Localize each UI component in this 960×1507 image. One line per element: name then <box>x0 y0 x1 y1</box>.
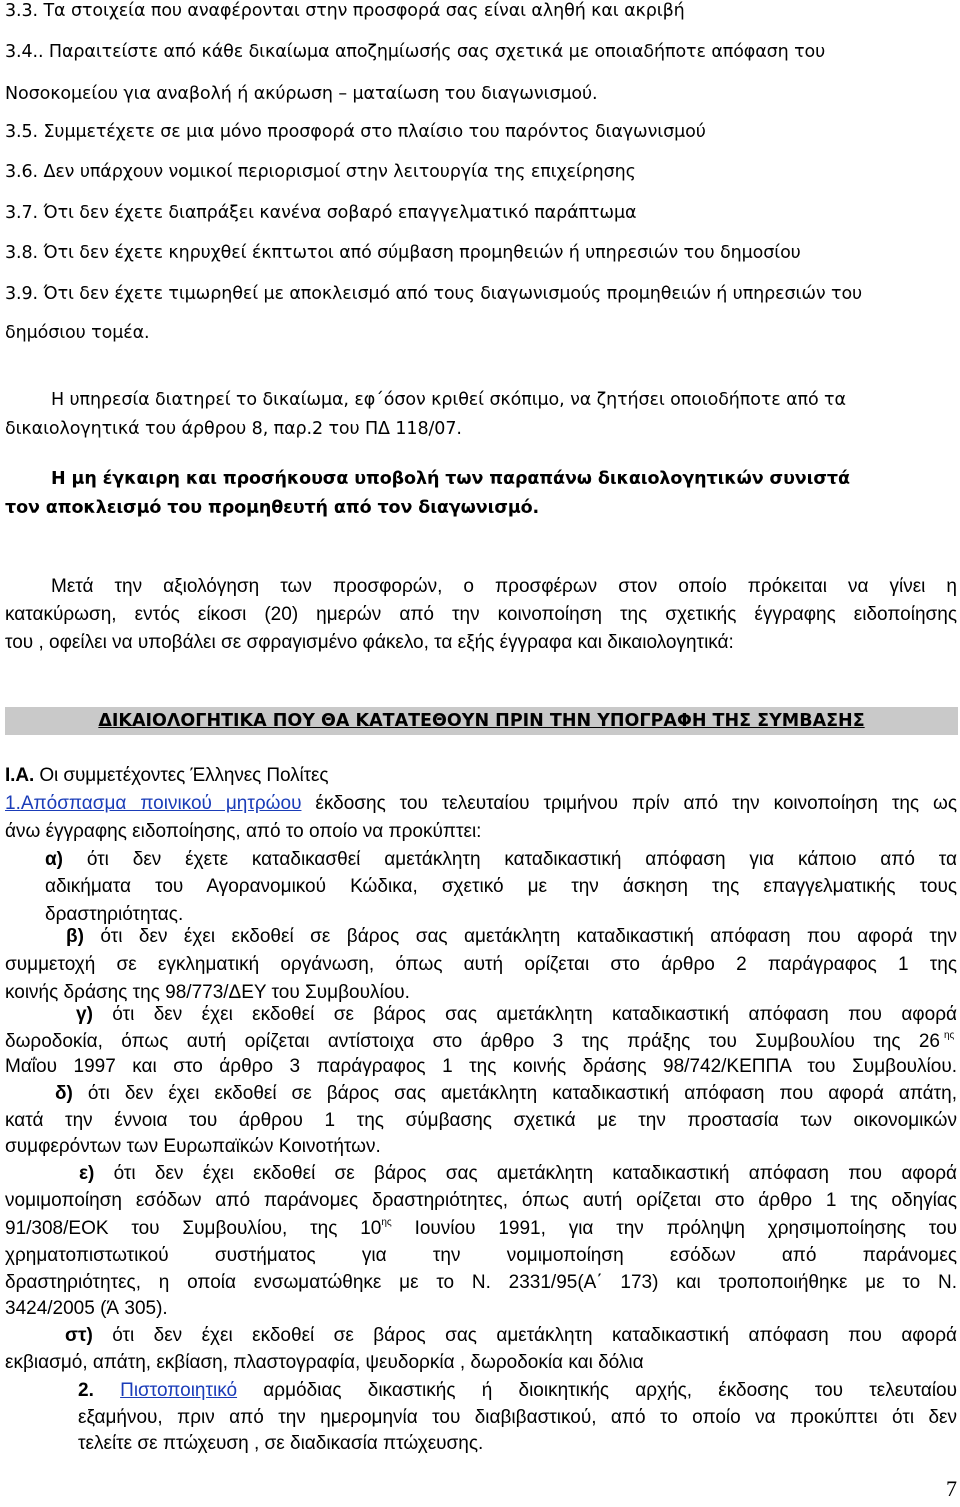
evaluation-paragraph-line3: του , οφείλει να υποβάλει σε σφραγισμένο φάκελο, τα εξής έγγραφα και δικαιολογητικά: <box>5 632 734 653</box>
point-f-label: στ) <box>65 1325 93 1346</box>
reserve-paragraph-line2: δικαιολογητικά του άρθρου 8, παρ.2 του ΠΔ 118/07. <box>5 419 462 439</box>
warning-paragraph-line2: τον αποκλεισμό του προμηθευτή από τον διαγωνισμό. <box>5 498 540 518</box>
warning-paragraph-line1: Η μη έγκαιρη και προσήκουσα υποβολή των παραπάνω δικαιολογητικών συνιστά <box>51 469 850 489</box>
point-e-line1 <box>79 1163 957 1185</box>
point-d-label: δ) <box>55 1083 73 1104</box>
point-c-sup: ης <box>944 1030 955 1041</box>
point-f-line2: εκβιασμό, απάτη, εκβίαση, πλαστογραφία, ψευδορκία , δωροδοκία και δόλια <box>5 1352 644 1373</box>
item-3-3: 3.3. Τα στοιχεία που αναφέρονται στην προσφορά σας είναι αληθή και ακριβή <box>5 1 685 21</box>
point-e-line2: νομιμοποίηση εσόδων από παράνομες δραστηριότητες, όπως αυτή ορίζεται στο άρθρο 1 της οδηγίας <box>5 1190 957 1211</box>
item-3-5: 3.5. Συμμετέχετε σε μια μόνο προσφορά στο πλαίσιο του παρόντος διαγωνισμού <box>5 122 706 142</box>
item-1-line2: άνω έγγραφης ειδοποίησης, από το οποίο να προκύπτει: <box>5 821 482 842</box>
section-heading: ΔΙΚΑΙΟΛΟΓΗΤΙΚΑ ΠΟΥ ΘΑ ΚΑΤΑΤΕΘΟΥΝ ΠΡΙΝ ΤΗΝ ΥΠΟΓΡΑΦΗ ΤΗΣ ΣΥΜΒΑΣΗΣ <box>98 711 865 731</box>
point-b-line1 <box>66 926 957 948</box>
point-a-line3: δραστηριότητας. <box>45 904 184 925</box>
point-b-label: β) <box>66 926 84 947</box>
point-d-text: ότι δεν έχει εκδοθεί σε βάρος σας αμετάκλητη καταδικαστική απόφαση που αφορά απάτη, <box>72 1083 957 1104</box>
point-b-text: ότι δεν έχει εκδοθεί σε βάρος σας αμετάκλητη καταδικαστική απόφαση που αφορά την <box>83 926 957 947</box>
section-ia-title <box>5 765 328 787</box>
point-d-line1 <box>55 1083 957 1105</box>
point-e-line6: 3424/2005 (Ά 305). <box>5 1298 168 1319</box>
point-d-line3: συμφερόντων των Ευρωπαϊκών Κοινοτήτων. <box>5 1136 381 1157</box>
evaluation-paragraph-line1: Μετά την αξιολόγηση των προσφορών, ο προσφέρων στον οποίο πρόκειται να γίνει η <box>51 576 957 597</box>
point-c-line2 <box>5 1031 940 1053</box>
item-1-line1 <box>5 793 957 815</box>
item-1-text: έκδοσης του τελευταίου τριμήνου πρίν από την κοινοποίηση της ως <box>301 793 957 814</box>
point-a-line1 <box>45 849 957 871</box>
point-e-sup: ης <box>381 1217 392 1228</box>
point-e-line5: δραστηριότητες, η οποία ενσωματώθηκε με το Ν. 2331/95(Α΄ 173) και τροποποιήθηκε με το Ν. <box>5 1272 957 1293</box>
certificate-link[interactable]: Πιστοποιητικό <box>120 1380 238 1401</box>
point-c-line3: Μαΐου 1997 και στο άρθρο 3 παράγραφος 1 της κοινής δράσης 98/742/ΚΕΠΠΑ του Συμβουλίου. <box>5 1056 957 1077</box>
point-b-line2: συμμετοχή σε εγκληματική οργάνωση, όπως αυτή ορίζεται στο άρθρο 2 παράγραφος 1 της <box>5 954 957 975</box>
point-a-text: ότι δεν έχετε καταδικασθεί αμετάκλητη καταδικαστική απόφαση για κάποιο από τα <box>63 849 957 870</box>
point-c-text: ότι δεν έχει εκδοθεί σε βάρος σας αμετάκλητη καταδικαστική απόφαση που αφορά <box>92 1004 957 1025</box>
point-a-line2: αδικήματα του Αγορανομικού Κώδικα, σχετικό με την άσκηση της επαγγελματικής τους <box>45 876 957 897</box>
item-3-7: 3.7. Ότι δεν έχετε διαπράξει κανένα σοβαρό επαγγελματικό παράπτωμα <box>5 203 637 223</box>
point-f-line1 <box>65 1325 957 1347</box>
page-number: 7 <box>946 1476 957 1501</box>
item-3-4-cont: Νοσοκομείου για αναβολή ή ακύρωση – ματαίωση του διαγωνισμού. <box>5 84 598 104</box>
section-ia-title-text: Οι συμμετέχοντες Έλληνες Πολίτες <box>34 765 329 786</box>
point-c-line1 <box>76 1004 957 1026</box>
item-3-4: 3.4.. Παραιτείστε από κάθε δικαίωμα αποζημίωσής σας σχετικά με οποιαδήποτε απόφαση του <box>5 42 826 62</box>
point-e-line4: χρηματοπιστωτικού συστήματος για την νομιμοποίηση εσόδων από παράνομες <box>5 1245 957 1266</box>
item-3-8: 3.8. Ότι δεν έχετε κηρυχθεί έκπτωτοι από σύμβαση προμηθειών ή υπηρεσιών του δημοσίου <box>5 243 801 263</box>
point-d-line2: κατά την έννοια του άρθρου 1 της σύμβασης σχετικά με την προστασία των οικονομικών <box>5 1110 957 1131</box>
item-2-text: αρμόδιας δικαστικής ή διοικητικής αρχής, έκδοσης του τελευταίου <box>237 1380 958 1401</box>
point-f-text: ότι δεν έχει εκδοθεί σε βάρος σας αμετάκλητη καταδικαστική απόφαση που αφορά <box>92 1325 957 1346</box>
point-a-label: α) <box>45 849 64 870</box>
item-2-line2: εξαμήνου, πριν από την ημερομηνία του διαβιβαστικού, από το οποίο να προκύπτει ότι δεν <box>78 1407 957 1428</box>
item-3-9-cont: δημόσιου τομέα. <box>5 323 150 343</box>
item-2-line3: τελείτε σε πτώχευση , σε διαδικασία πτώχευσης. <box>78 1433 484 1454</box>
reserve-paragraph-line1: Η υπηρεσία διατηρεί το δικαίωμα, εφ΄όσον κριθεί σκόπιμο, να ζητήσει οποιοδήποτε από τα <box>51 390 846 410</box>
point-c-line2-text: δωροδοκία, όπως αυτή ορίζεται αντίστοιχα στο άρθρο 3 της πράξης του Συμβουλίου της 26 <box>5 1031 940 1052</box>
item-2-line1 <box>78 1380 957 1402</box>
point-e-label: ε) <box>79 1163 95 1184</box>
point-e-line3a: 91/308/ΕΟΚ του Συμβουλίου, της 10 <box>5 1218 382 1239</box>
point-e-line3 <box>5 1218 957 1240</box>
item-3-6: 3.6. Δεν υπάρχουν νομικοί περιορισμοί στην λειτουργία της επιχείρησης <box>5 162 636 182</box>
item-2-label: 2. <box>78 1380 94 1401</box>
point-c-label: γ) <box>76 1004 93 1025</box>
point-b-line3: κοινής δράσης της 98/773/ΔΕΥ του Συμβουλίου. <box>5 982 410 1003</box>
section-ia-label: Ι.Α. <box>5 765 35 786</box>
point-e-text: ότι δεν έχει εκδοθεί σε βάρος σας αμετάκλητη καταδικαστική απόφαση που αφορά <box>94 1163 957 1184</box>
criminal-record-link[interactable]: 1.Απόσπασμα ποινικού μητρώου <box>5 793 302 814</box>
item-3-9: 3.9. Ότι δεν έχετε τιμωρηθεί με αποκλεισμό από τους διαγωνισμούς προμηθειών ή υπηρεσιών του <box>5 284 863 304</box>
point-e-line3b: Ιουνίου 1991, για την πρόληψη χρησιμοποίησης του <box>391 1218 957 1239</box>
evaluation-paragraph-line2: κατακύρωση, εντός είκοσι (20) ημερών από την κοινοποίηση της σχετικής έγγραφης ειδοποίησης <box>5 604 957 625</box>
